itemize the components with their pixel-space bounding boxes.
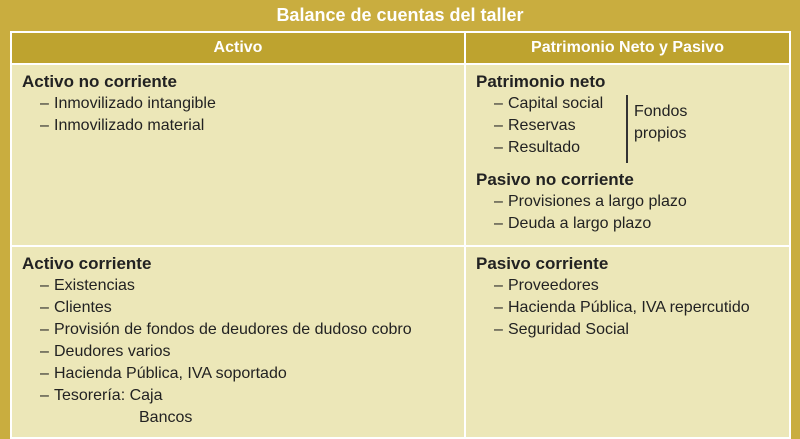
header-activo: Activo <box>11 32 465 64</box>
cell-pasivo-corriente <box>465 246 790 438</box>
list-item: – Hacienda Pública, IVA repercutido <box>494 299 750 316</box>
fondos-propios-label: Fondos propios <box>626 95 698 163</box>
patrimonio-neto-heading: Patrimonio neto <box>476 72 606 91</box>
activo-no-corriente-heading: Activo no corriente <box>22 72 177 91</box>
cell-activo-corriente <box>11 246 465 438</box>
list-item: – Provisión de fondos de deudores de dudoso cobro <box>40 321 412 338</box>
list-item: – Deuda a largo plazo <box>494 215 652 232</box>
list-item: – Tesorería: Caja <box>40 387 163 404</box>
pasivo-no-corriente-heading: Pasivo no corriente <box>476 170 634 189</box>
fondos-propios-group <box>476 93 781 163</box>
panel-title: Balance de cuentas del taller <box>276 5 524 25</box>
list-item: – Inmovilizado intangible <box>40 95 216 112</box>
tesoreria-bancos: Bancos <box>139 409 193 426</box>
list-item: – Inmovilizado material <box>40 117 205 134</box>
list-item: – Proveedores <box>494 277 599 294</box>
pasivo-corriente-heading: Pasivo corriente <box>476 254 609 273</box>
list-item: – Deudores varios <box>40 343 171 360</box>
header-patrimonio-pasivo: Patrimonio Neto y Pasivo <box>465 32 790 64</box>
cell-activo-no-corriente <box>11 64 465 246</box>
cell-patrimonio-pasivo-no-corriente <box>465 64 790 246</box>
list-item: – Hacienda Pública, IVA soportado <box>40 365 287 382</box>
list-item: – Seguridad Social <box>494 321 629 338</box>
list-item: – Reservas <box>494 117 576 134</box>
activo-corriente-heading: Activo corriente <box>22 254 152 273</box>
list-item: – Capital social <box>494 95 604 112</box>
list-item: – Resultado <box>494 139 581 156</box>
balance-table <box>10 31 791 439</box>
list-item: – Provisiones a largo plazo <box>494 193 687 210</box>
list-item: – Existencias <box>40 277 135 294</box>
list-item: – Clientes <box>40 299 112 316</box>
